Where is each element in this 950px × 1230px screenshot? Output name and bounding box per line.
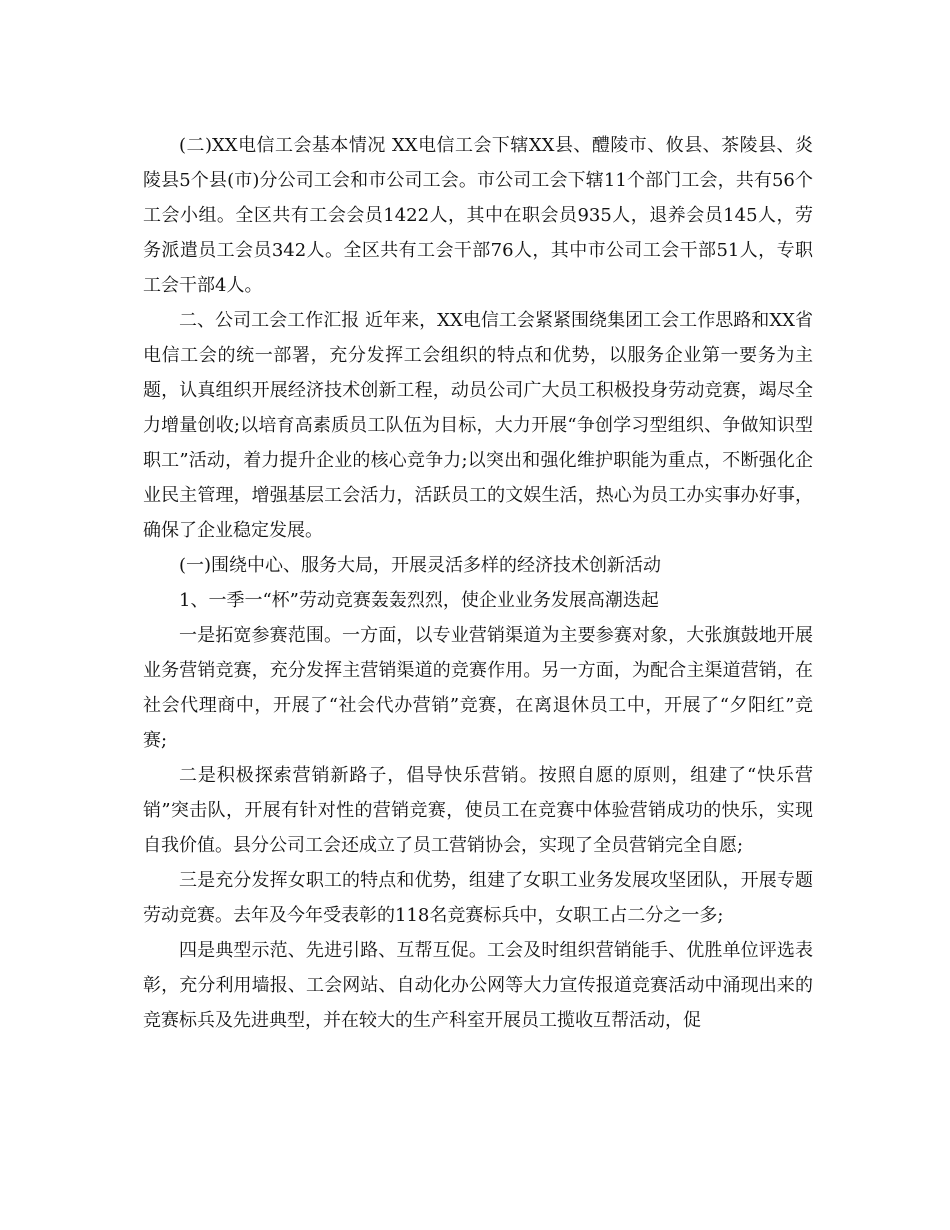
paragraph-section-heading: (一)围绕中心、服务大局，开展灵活多样的经济技术创新活动 <box>179 555 662 576</box>
paragraph-point-one: 一是拓宽参赛范围。一方面，以专业营销渠道为主要参赛对象，大张旗鼓地开展业务营销竞赛，充分发挥主营销渠道的竞赛作用。另一方面，为配合主渠道营销，在社会代理商中，开展了“社会代办营销”竞赛，在离退休员工中，开展了“夕阳红”竞赛; <box>143 625 813 751</box>
paragraph-work-report: 二、公司工会工作汇报 近年来，XX电信工会紧紧围绕集团工会工作思路和XX省电信工会的统一部署，充分发挥工会组织的特点和优势，以服务企业第一要务为主题，认真组织开展经济技术创新工程，动员公司广大员工积极投身劳动竞赛，竭尽全力增量创收;以培育高素质员工队伍为目标，大力开展“争创学习型组织、争做知识型职工”活动，着力提升企业的核心竞争力;以突出和强化维护职能为重点，不断强化企业民主管理，增强基层工会活力，活跃员工的文娱生活，热心为员工办实事办好事，确保了企业稳定发展。 <box>143 310 813 541</box>
paragraph-point-three: 三是充分发挥女职工的特点和优势，组建了女职工业务发展攻坚团队，开展专题劳动竞赛。去年及今年受表彰的118名竞赛标兵中，女职工占二分之一多; <box>143 870 813 926</box>
paragraph-subheading: 1、一季一“杯”劳动竞赛轰轰烈烈，使企业业务发展高潮迭起 <box>179 590 659 611</box>
paragraph-point-two: 二是积极探索营销新路子，倡导快乐营销。按照自愿的原则，组建了“快乐营销”突击队，开展有针对性的营销竞赛，使员工在竞赛中体验营销成功的快乐，实现自我价值。县分公司工会还成立了员工营销协会，实现了全员营销完全自愿; <box>143 765 813 856</box>
document-body <box>143 128 813 1038</box>
paragraph-point-four: 四是典型示范、先进引路、互帮互促。工会及时组织营销能手、优胜单位评选表彰，充分利用墙报、工会网站、自动化办公网等大力宣传报道竞赛活动中涌现出来的竞赛标兵及先进典型，并在较大的生产科室开展员工揽收互帮活动，促 <box>143 940 813 1031</box>
paragraph-union-overview: (二)XX电信工会基本情况 XX电信工会下辖XX县、醴陵市、攸县、茶陵县、炎陵县5个县(市)分公司工会和市公司工会。市公司工会下辖11个部门工会，共有56个工会小组。全区共有工会会员1422人，其中在职会员935人，退养会员145人，劳务派遣员工会员342人。全区共有工会干部76人，其中市公司工会干部51人，专职工会干部4人。 <box>143 135 813 296</box>
